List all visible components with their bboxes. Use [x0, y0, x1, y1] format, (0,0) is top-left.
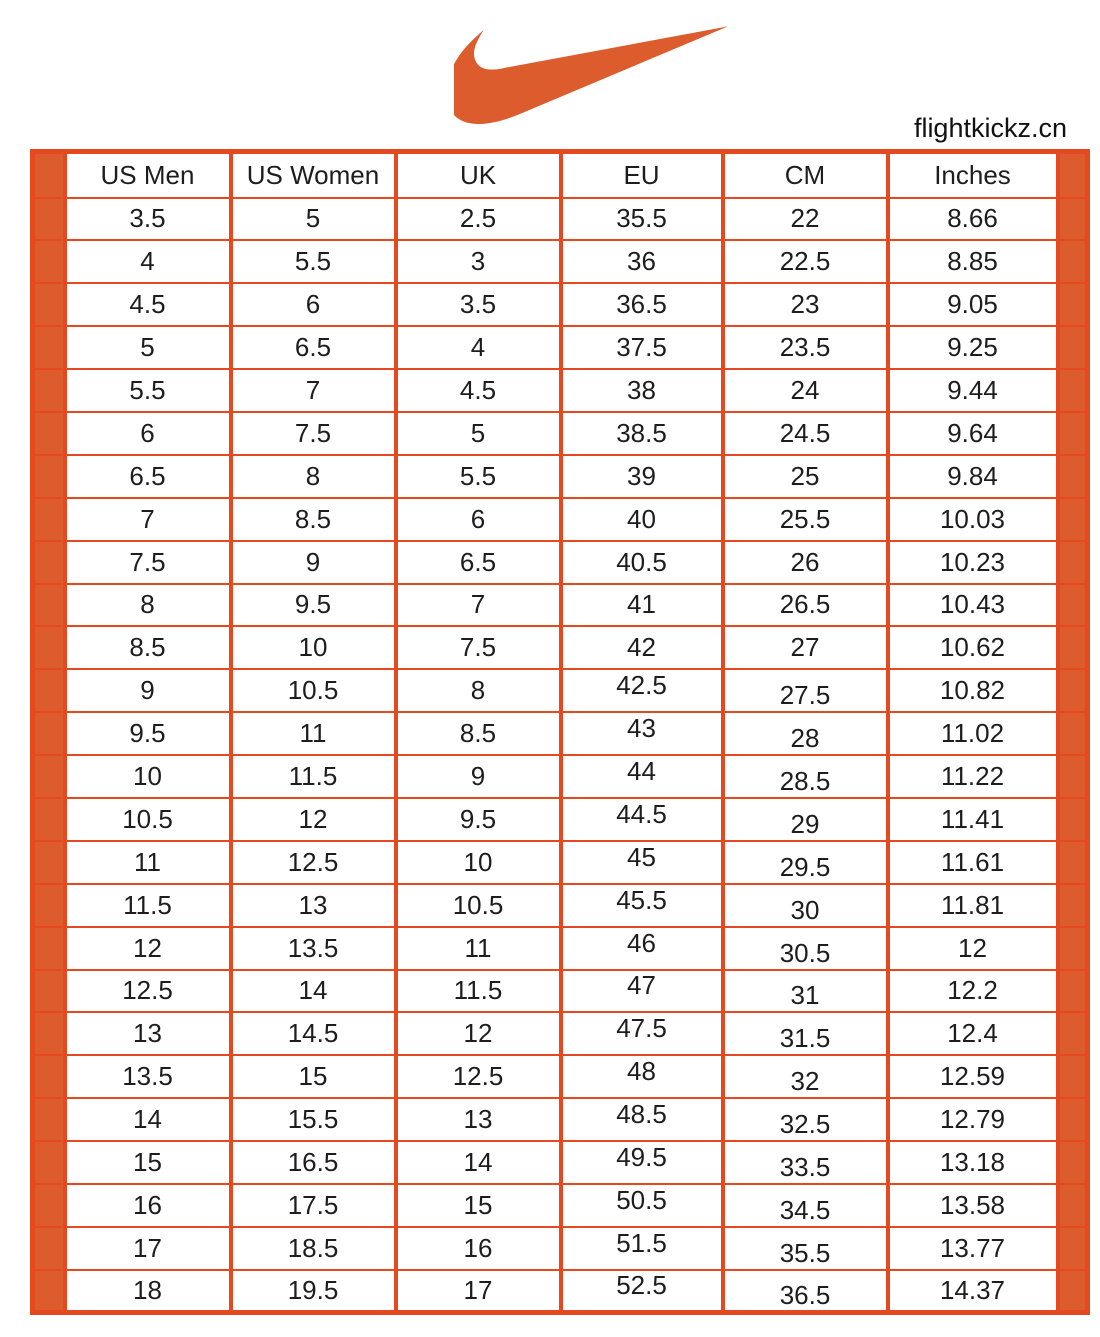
size-cell: 48.5	[561, 1098, 723, 1141]
size-cell: 13	[396, 1098, 561, 1141]
orange-bar-cell	[33, 712, 65, 755]
size-cell: 10	[396, 841, 561, 884]
orange-bar-cell	[33, 1098, 65, 1141]
table-row	[33, 884, 1088, 927]
size-cell: 12.5	[396, 1055, 561, 1098]
size-cell: 42.5	[561, 669, 723, 712]
size-cell: 11.02	[888, 712, 1058, 755]
orange-bar-cell	[33, 326, 65, 369]
size-cell: 50.5	[561, 1184, 723, 1227]
orange-bar-cell	[1058, 1141, 1088, 1184]
size-cell: 31.5	[723, 1012, 888, 1055]
size-cell: 15	[65, 1141, 231, 1184]
size-cell: 11.41	[888, 798, 1058, 841]
table-row	[33, 326, 1088, 369]
size-cell: 35.5	[723, 1227, 888, 1270]
column-header-cm: CM	[723, 152, 888, 198]
orange-bar-cell	[1058, 412, 1088, 455]
table-row	[33, 1055, 1088, 1098]
size-cell: 7.5	[396, 626, 561, 669]
orange-bar-cell	[33, 1055, 65, 1098]
size-cell: 15.5	[231, 1098, 396, 1141]
orange-bar-cell	[33, 455, 65, 498]
table-row	[33, 198, 1088, 241]
size-cell: 7	[65, 498, 231, 541]
size-cell: 6.5	[396, 541, 561, 584]
size-cell: 38	[561, 369, 723, 412]
size-cell: 14.37	[888, 1270, 1058, 1313]
orange-bar-cell	[33, 152, 65, 198]
size-cell: 4	[65, 240, 231, 283]
orange-bar-cell	[1058, 152, 1088, 198]
orange-bar-cell	[33, 927, 65, 970]
size-cell: 36	[561, 240, 723, 283]
size-cell: 5.5	[396, 455, 561, 498]
size-cell: 15	[231, 1055, 396, 1098]
size-cell: 3.5	[65, 198, 231, 241]
table-body	[33, 198, 1088, 1313]
orange-bar-cell	[1058, 970, 1088, 1013]
orange-bar-cell	[1058, 798, 1088, 841]
size-cell: 29	[723, 798, 888, 841]
size-cell: 13.18	[888, 1141, 1058, 1184]
size-cell: 16.5	[231, 1141, 396, 1184]
size-cell: 3	[396, 240, 561, 283]
orange-bar-cell	[1058, 584, 1088, 627]
orange-bar-cell	[33, 1012, 65, 1055]
size-cell: 25	[723, 455, 888, 498]
table-row	[33, 798, 1088, 841]
size-cell: 4.5	[396, 369, 561, 412]
size-cell: 24	[723, 369, 888, 412]
column-header-uk: UK	[396, 152, 561, 198]
nike-swoosh-icon	[454, 26, 728, 124]
size-cell: 51.5	[561, 1227, 723, 1270]
orange-bar-cell	[1058, 455, 1088, 498]
size-cell: 17	[65, 1227, 231, 1270]
table-row	[33, 626, 1088, 669]
size-cell: 14.5	[231, 1012, 396, 1055]
table-row	[33, 1227, 1088, 1270]
orange-bar-cell	[1058, 541, 1088, 584]
size-cell: 11	[65, 841, 231, 884]
size-cell: 23.5	[723, 326, 888, 369]
size-cell: 8	[231, 455, 396, 498]
orange-bar-cell	[33, 884, 65, 927]
size-cell: 25.5	[723, 498, 888, 541]
size-cell: 23	[723, 283, 888, 326]
orange-bar-cell	[1058, 1098, 1088, 1141]
size-cell: 48	[561, 1055, 723, 1098]
size-cell: 9	[396, 755, 561, 798]
orange-bar-cell	[33, 798, 65, 841]
size-cell: 16	[65, 1184, 231, 1227]
table-row	[33, 369, 1088, 412]
size-cell: 28.5	[723, 755, 888, 798]
size-cell: 3.5	[396, 283, 561, 326]
size-cell: 9.44	[888, 369, 1058, 412]
size-cell: 18	[65, 1270, 231, 1313]
size-cell: 6.5	[231, 326, 396, 369]
size-cell: 29.5	[723, 841, 888, 884]
size-cell: 12.4	[888, 1012, 1058, 1055]
size-cell: 6	[231, 283, 396, 326]
size-cell: 22.5	[723, 240, 888, 283]
orange-bar-cell	[33, 755, 65, 798]
size-cell: 12	[888, 927, 1058, 970]
size-cell: 9	[231, 541, 396, 584]
orange-bar-cell	[33, 412, 65, 455]
size-cell: 30	[723, 884, 888, 927]
orange-bar-cell	[1058, 712, 1088, 755]
size-cell: 32.5	[723, 1098, 888, 1141]
size-cell: 37.5	[561, 326, 723, 369]
size-cell: 8	[396, 669, 561, 712]
header-row	[33, 152, 1088, 198]
size-cell: 16	[396, 1227, 561, 1270]
size-cell: 4.5	[65, 283, 231, 326]
size-cell: 27.5	[723, 669, 888, 712]
size-cell: 7.5	[65, 541, 231, 584]
orange-bar-cell	[33, 669, 65, 712]
table-row	[33, 1270, 1088, 1313]
size-cell: 38.5	[561, 412, 723, 455]
size-cell: 12.5	[65, 970, 231, 1013]
size-cell: 10.43	[888, 584, 1058, 627]
orange-bar-cell	[33, 1270, 65, 1313]
table-row	[33, 1098, 1088, 1141]
table-row	[33, 712, 1088, 755]
size-cell: 10	[65, 755, 231, 798]
table-row	[33, 755, 1088, 798]
orange-bar-cell	[33, 841, 65, 884]
table-row	[33, 412, 1088, 455]
orange-bar-cell	[33, 541, 65, 584]
size-cell: 9.64	[888, 412, 1058, 455]
table-row	[33, 498, 1088, 541]
size-cell: 4	[396, 326, 561, 369]
table-row	[33, 283, 1088, 326]
orange-bar-cell	[1058, 240, 1088, 283]
size-cell: 12.59	[888, 1055, 1058, 1098]
orange-bar-cell	[1058, 498, 1088, 541]
size-cell: 22	[723, 198, 888, 241]
orange-bar-cell	[33, 970, 65, 1013]
size-cell: 27	[723, 626, 888, 669]
size-cell: 11	[231, 712, 396, 755]
size-cell: 40.5	[561, 541, 723, 584]
size-cell: 12	[231, 798, 396, 841]
table-row	[33, 927, 1088, 970]
size-cell: 11.22	[888, 755, 1058, 798]
table-row	[33, 541, 1088, 584]
nike-swoosh-logo	[454, 26, 728, 124]
size-cell: 28	[723, 712, 888, 755]
orange-bar-cell	[33, 584, 65, 627]
size-cell: 36.5	[723, 1270, 888, 1313]
size-cell: 9.5	[396, 798, 561, 841]
size-cell: 11.61	[888, 841, 1058, 884]
table-row	[33, 841, 1088, 884]
size-cell: 46	[561, 927, 723, 970]
header-area	[0, 0, 1100, 149]
orange-bar-cell	[33, 1227, 65, 1270]
size-cell: 11.5	[231, 755, 396, 798]
size-cell: 10.5	[65, 798, 231, 841]
size-cell: 12	[396, 1012, 561, 1055]
size-cell: 5	[65, 326, 231, 369]
size-cell: 10	[231, 626, 396, 669]
size-cell: 2.5	[396, 198, 561, 241]
size-cell: 47.5	[561, 1012, 723, 1055]
size-cell: 13.5	[65, 1055, 231, 1098]
size-cell: 8.5	[231, 498, 396, 541]
size-cell: 10.5	[231, 669, 396, 712]
size-cell: 9.05	[888, 283, 1058, 326]
size-cell: 9.5	[231, 584, 396, 627]
size-cell: 5.5	[231, 240, 396, 283]
table-row	[33, 1012, 1088, 1055]
size-cell: 33.5	[723, 1141, 888, 1184]
orange-bar-cell	[1058, 884, 1088, 927]
column-header-inches: Inches	[888, 152, 1058, 198]
size-cell: 11.5	[65, 884, 231, 927]
size-cell: 11	[396, 927, 561, 970]
size-cell: 13.77	[888, 1227, 1058, 1270]
size-cell: 8.85	[888, 240, 1058, 283]
size-cell: 36.5	[561, 283, 723, 326]
size-cell: 7.5	[231, 412, 396, 455]
orange-bar-cell	[33, 240, 65, 283]
size-cell: 11.81	[888, 884, 1058, 927]
orange-bar-cell	[1058, 841, 1088, 884]
size-cell: 40	[561, 498, 723, 541]
size-cell: 12.79	[888, 1098, 1058, 1141]
size-cell: 10.23	[888, 541, 1058, 584]
size-cell: 42	[561, 626, 723, 669]
orange-bar-cell	[1058, 283, 1088, 326]
size-cell: 13	[231, 884, 396, 927]
size-cell: 31	[723, 970, 888, 1013]
size-cell: 6	[65, 412, 231, 455]
size-cell: 6.5	[65, 455, 231, 498]
orange-bar-cell	[1058, 1270, 1088, 1313]
orange-bar-cell	[1058, 1012, 1088, 1055]
size-cell: 13.5	[231, 927, 396, 970]
orange-bar-cell	[1058, 755, 1088, 798]
table-row	[33, 455, 1088, 498]
table-row	[33, 970, 1088, 1013]
size-cell: 10.03	[888, 498, 1058, 541]
size-cell: 13	[65, 1012, 231, 1055]
size-cell: 17.5	[231, 1184, 396, 1227]
size-cell: 13.58	[888, 1184, 1058, 1227]
size-cell: 47	[561, 970, 723, 1013]
orange-bar-cell	[1058, 626, 1088, 669]
size-cell: 34.5	[723, 1184, 888, 1227]
size-cell: 9.25	[888, 326, 1058, 369]
size-cell: 26	[723, 541, 888, 584]
orange-bar-cell	[33, 626, 65, 669]
size-cell: 49.5	[561, 1141, 723, 1184]
column-header-us-women: US Women	[231, 152, 396, 198]
size-cell: 10.82	[888, 669, 1058, 712]
column-header-us-men: US Men	[65, 152, 231, 198]
table-row	[33, 1141, 1088, 1184]
size-cell: 43	[561, 712, 723, 755]
size-chart-table	[30, 149, 1090, 1315]
size-cell: 8.5	[65, 626, 231, 669]
size-cell: 18.5	[231, 1227, 396, 1270]
size-cell: 12.5	[231, 841, 396, 884]
orange-bar-cell	[1058, 326, 1088, 369]
orange-bar-cell	[33, 1141, 65, 1184]
size-cell: 8.66	[888, 198, 1058, 241]
size-cell: 14	[65, 1098, 231, 1141]
size-cell: 12	[65, 927, 231, 970]
orange-bar-cell	[33, 1184, 65, 1227]
size-cell: 10.5	[396, 884, 561, 927]
size-cell: 44.5	[561, 798, 723, 841]
orange-bar-cell	[1058, 1055, 1088, 1098]
orange-bar-cell	[1058, 1184, 1088, 1227]
orange-bar-cell	[1058, 369, 1088, 412]
size-cell: 7	[396, 584, 561, 627]
size-cell: 6	[396, 498, 561, 541]
size-cell: 45.5	[561, 884, 723, 927]
size-cell: 7	[231, 369, 396, 412]
size-cell: 14	[231, 970, 396, 1013]
size-cell: 24.5	[723, 412, 888, 455]
size-cell: 32	[723, 1055, 888, 1098]
size-cell: 45	[561, 841, 723, 884]
size-cell: 17	[396, 1270, 561, 1313]
size-cell: 19.5	[231, 1270, 396, 1313]
size-cell: 41	[561, 584, 723, 627]
size-cell: 5	[396, 412, 561, 455]
orange-bar-cell	[1058, 669, 1088, 712]
site-label: flightkickz.cn	[913, 113, 1067, 143]
size-cell: 5.5	[65, 369, 231, 412]
orange-bar-cell	[33, 369, 65, 412]
size-cell: 39	[561, 455, 723, 498]
table-row	[33, 669, 1088, 712]
orange-bar-cell	[33, 283, 65, 326]
size-cell: 12.2	[888, 970, 1058, 1013]
table-row	[33, 584, 1088, 627]
size-cell: 5	[231, 198, 396, 241]
size-cell: 9.84	[888, 455, 1058, 498]
size-cell: 35.5	[561, 198, 723, 241]
size-cell: 10.62	[888, 626, 1058, 669]
orange-bar-cell	[1058, 198, 1088, 241]
size-cell: 15	[396, 1184, 561, 1227]
table-row	[33, 1184, 1088, 1227]
table-row	[33, 240, 1088, 283]
size-cell: 52.5	[561, 1270, 723, 1313]
column-header-eu: EU	[561, 152, 723, 198]
orange-bar-cell	[1058, 927, 1088, 970]
size-cell: 14	[396, 1141, 561, 1184]
size-cell: 8	[65, 584, 231, 627]
size-cell: 30.5	[723, 927, 888, 970]
size-cell: 11.5	[396, 970, 561, 1013]
size-cell: 9.5	[65, 712, 231, 755]
size-cell: 44	[561, 755, 723, 798]
orange-bar-cell	[1058, 1227, 1088, 1270]
size-cell: 26.5	[723, 584, 888, 627]
size-cell: 9	[65, 669, 231, 712]
size-cell: 8.5	[396, 712, 561, 755]
orange-bar-cell	[33, 498, 65, 541]
orange-bar-cell	[33, 198, 65, 241]
